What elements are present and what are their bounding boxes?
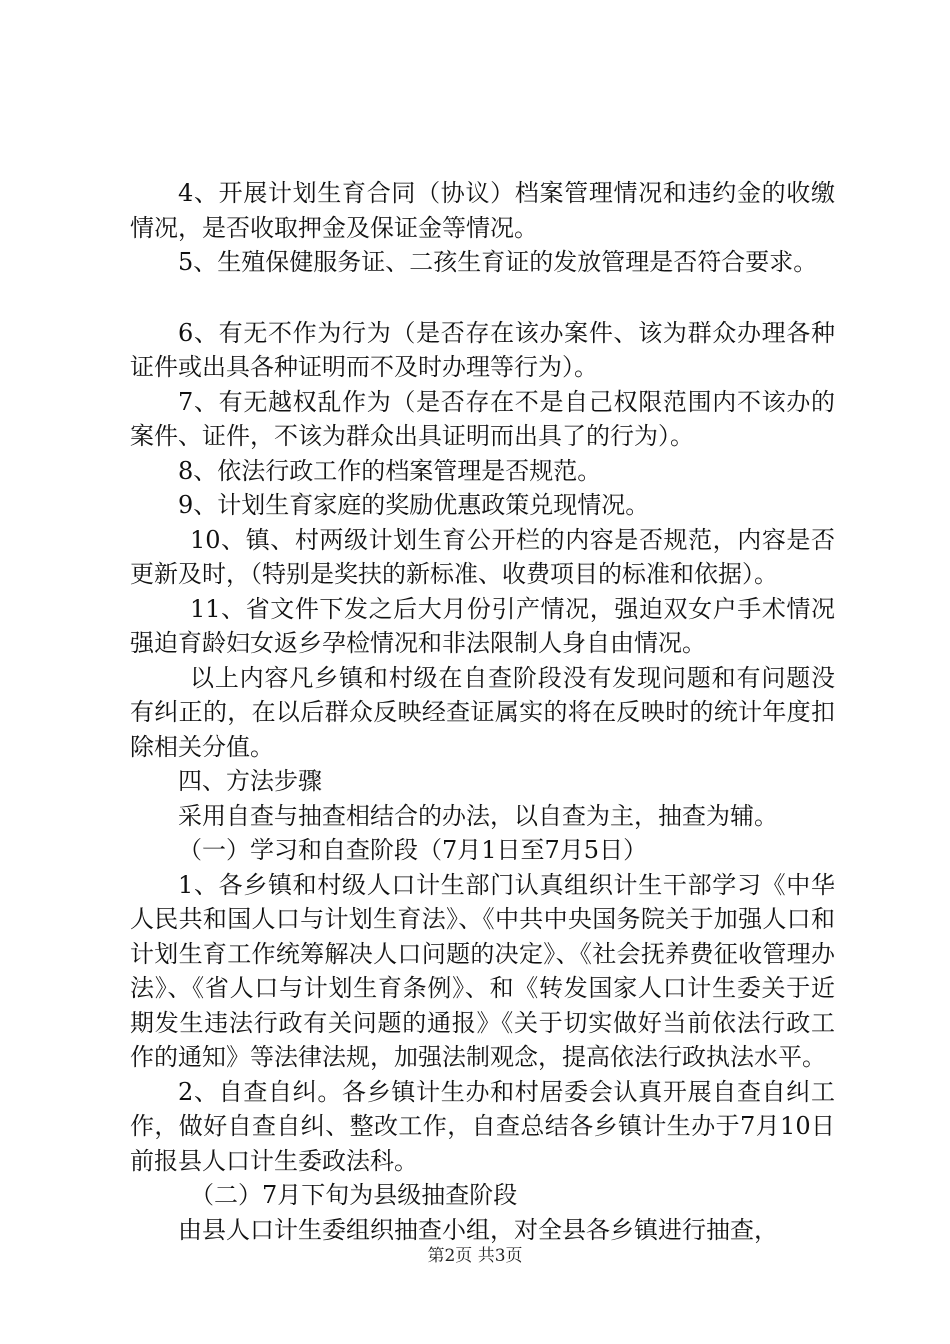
subsection-heading-county-check: （二）7月下旬为县级抽查阶段 bbox=[190, 1181, 518, 1209]
paragraph-summary: 以上内容凡乡镇和村级在自查阶段没有发现问题和有问题没有纠正的，在以后群众反映经查证属实的将在反映时的统计年度扣除相关分值。 bbox=[130, 663, 835, 761]
paragraph-item-4: 4、开展计划生育合同（协议）档案管理情况和违约金的收缴情况，是否收取押金及保证金等情况。 bbox=[130, 179, 835, 242]
document-body bbox=[130, 176, 835, 1247]
paragraph-item-11: 11、省文件下发之后大月份引产情况，强迫双女户手术情况强迫育龄妇女返乡孕检情况和非法限制人身自由情况。 bbox=[130, 594, 835, 657]
paragraph-gap bbox=[130, 280, 835, 316]
paragraph-step-2: 2、自查自纠。各乡镇计生办和村居委会认真开展自查自纠工作，做好自查自纠、整改工作，自查总结各乡镇计生办于7月10日前报县人口计生委政法科。 bbox=[130, 1077, 835, 1175]
subsection-heading-self-check: （一）学习和自查阶段（7月1日至7月5日） bbox=[178, 836, 648, 864]
paragraph-item-6: 6、有无不作为行为（是否存在该办案件、该为群众办理各种证件或出具各种证明而不及时办理等行为）。 bbox=[130, 318, 835, 381]
section-heading-methods: 四、方法步骤 bbox=[178, 767, 322, 795]
paragraph-method-overview: 采用自查与抽查相结合的办法，以自查为主，抽查为辅。 bbox=[178, 801, 778, 830]
page-footer: 第2页 共3页 bbox=[427, 1246, 523, 1266]
paragraph-item-8: 8、依法行政工作的档案管理是否规范。 bbox=[178, 456, 602, 485]
paragraph-step-1: 1、各乡镇和村级人口计生部门认真组织计生干部学习《中华人民共和国人口与计划生育法》、《中共中央国务院关于加强人口和计划生育工作统筹解决人口问题的决定》、《社会抚养费征收管理办法》、《省人口与计划生育条例》、和《转发国家人口计生委关于近期发生违法行政有关问题的通报》《关于切实做好当前依法行政工作的通知》等法律法规，加强法制观念，提高依法行政执法水平。 bbox=[130, 870, 835, 1071]
paragraph-item-7: 7、有无越权乱作为（是否存在不是自己权限范围内不该办的案件、证件，不该为群众出具证明而出具了的行为）。 bbox=[130, 387, 835, 450]
paragraph-county-check: 由县人口计生委组织抽查小组，对全县各乡镇进行抽查， bbox=[178, 1215, 778, 1244]
paragraph-item-10: 10、镇、村两级计划生育公开栏的内容是否规范，内容是否更新及时，（特别是奖扶的新标准、收费项目的标准和依据）。 bbox=[130, 525, 835, 588]
paragraph-item-5: 5、生殖保健服务证、二孩生育证的发放管理是否符合要求。 bbox=[178, 248, 818, 276]
paragraph-item-9: 9、计划生育家庭的奖励优惠政策兑现情况。 bbox=[178, 491, 650, 519]
